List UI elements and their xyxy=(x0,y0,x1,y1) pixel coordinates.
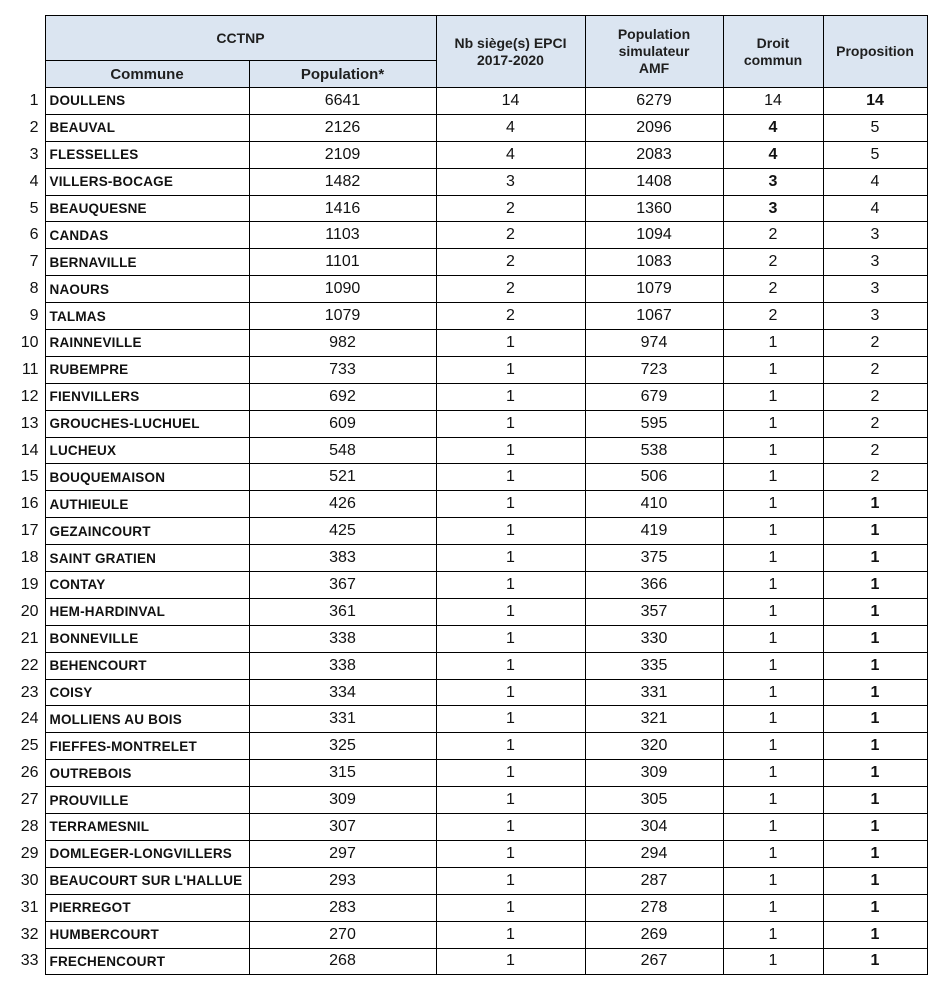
proposition-cell: 3 xyxy=(823,249,927,276)
row-index: 10 xyxy=(10,330,45,357)
commune-cell: OUTREBOIS xyxy=(45,760,249,787)
population-cell: 309 xyxy=(249,787,436,814)
table-row xyxy=(10,518,927,545)
table-row xyxy=(10,867,927,894)
sim-population-cell: 6279 xyxy=(585,88,723,115)
droit-commun-cell: 1 xyxy=(723,598,823,625)
seats-cell: 1 xyxy=(436,867,585,894)
table-row xyxy=(10,706,927,733)
proposition-cell: 1 xyxy=(823,572,927,599)
commune-cell: GROUCHES-LUCHUEL xyxy=(45,410,249,437)
seats-cell: 1 xyxy=(436,330,585,357)
commune-cell: SAINT GRATIEN xyxy=(45,545,249,572)
commune-cell: MOLLIENS AU BOIS xyxy=(45,706,249,733)
commune-cell: FRECHENCOURT xyxy=(45,948,249,975)
droit-commun-cell: 1 xyxy=(723,760,823,787)
sim-population-cell: 679 xyxy=(585,383,723,410)
row-index: 15 xyxy=(10,464,45,491)
commune-cell: COISY xyxy=(45,679,249,706)
population-cell: 270 xyxy=(249,921,436,948)
table-row xyxy=(10,894,927,921)
commune-cell: HEM-HARDINVAL xyxy=(45,598,249,625)
population-cell: 367 xyxy=(249,572,436,599)
commune-cell: LUCHEUX xyxy=(45,437,249,464)
population-cell: 334 xyxy=(249,679,436,706)
sim-header-line2: simulateur xyxy=(618,43,690,59)
droit-commun-cell: 1 xyxy=(723,356,823,383)
seats-header xyxy=(436,16,585,88)
proposition-header: Proposition xyxy=(823,16,927,88)
population-cell: 425 xyxy=(249,518,436,545)
table-row xyxy=(10,88,927,115)
commune-cell: DOULLENS xyxy=(45,88,249,115)
row-index: 30 xyxy=(10,867,45,894)
table-row xyxy=(10,464,927,491)
table-row xyxy=(10,545,927,572)
sim-population-cell: 1079 xyxy=(585,276,723,303)
droit-commun-cell: 3 xyxy=(723,168,823,195)
proposition-cell: 1 xyxy=(823,598,927,625)
table-row xyxy=(10,410,927,437)
seats-cell: 2 xyxy=(436,276,585,303)
sim-population-cell: 287 xyxy=(585,867,723,894)
sim-population-cell: 723 xyxy=(585,356,723,383)
sim-population-cell: 330 xyxy=(585,625,723,652)
proposition-cell: 4 xyxy=(823,195,927,222)
proposition-cell: 1 xyxy=(823,867,927,894)
population-cell: 1416 xyxy=(249,195,436,222)
table-row xyxy=(10,249,927,276)
droit-commun-cell: 2 xyxy=(723,249,823,276)
row-index: 17 xyxy=(10,518,45,545)
table-row xyxy=(10,679,927,706)
seats-cell: 2 xyxy=(436,222,585,249)
droit-commun-cell: 1 xyxy=(723,814,823,841)
proposition-cell: 1 xyxy=(823,814,927,841)
row-index: 32 xyxy=(10,921,45,948)
seats-cell: 1 xyxy=(436,760,585,787)
proposition-cell: 1 xyxy=(823,625,927,652)
proposition-cell: 2 xyxy=(823,464,927,491)
sim-population-cell: 1360 xyxy=(585,195,723,222)
seats-header-line1: Nb siège(s) EPCI xyxy=(454,34,567,51)
seats-cell: 1 xyxy=(436,518,585,545)
commune-cell: BEAUQUESNE xyxy=(45,195,249,222)
population-cell: 325 xyxy=(249,733,436,760)
table-row xyxy=(10,222,927,249)
table-row xyxy=(10,330,927,357)
droit-commun-cell: 2 xyxy=(723,276,823,303)
proposition-cell: 1 xyxy=(823,706,927,733)
table-row xyxy=(10,814,927,841)
sim-population-cell: 2083 xyxy=(585,141,723,168)
row-index: 24 xyxy=(10,706,45,733)
row-index: 18 xyxy=(10,545,45,572)
table-body xyxy=(10,88,927,975)
population-cell: 297 xyxy=(249,840,436,867)
commune-cell: VILLERS-BOCAGE xyxy=(45,168,249,195)
proposition-cell: 1 xyxy=(823,518,927,545)
droit-commun-cell: 1 xyxy=(723,464,823,491)
table-row xyxy=(10,195,927,222)
seats-cell: 1 xyxy=(436,921,585,948)
sim-population-cell: 335 xyxy=(585,652,723,679)
proposition-cell: 1 xyxy=(823,894,927,921)
droit-header-line2: commun xyxy=(743,51,803,68)
commune-cell: DOMLEGER-LONGVILLERS xyxy=(45,840,249,867)
population-cell: 1482 xyxy=(249,168,436,195)
index-header-blank xyxy=(10,16,45,88)
table-row xyxy=(10,141,927,168)
population-cell: 1103 xyxy=(249,222,436,249)
row-index: 25 xyxy=(10,733,45,760)
population-cell: 982 xyxy=(249,330,436,357)
proposition-cell: 2 xyxy=(823,330,927,357)
proposition-cell: 1 xyxy=(823,840,927,867)
commune-cell: RAINNEVILLE xyxy=(45,330,249,357)
row-index: 23 xyxy=(10,679,45,706)
table-row xyxy=(10,303,927,330)
population-cell: 609 xyxy=(249,410,436,437)
commune-cell: PIERREGOT xyxy=(45,894,249,921)
table-row xyxy=(10,921,927,948)
seats-cell: 1 xyxy=(436,706,585,733)
row-index: 20 xyxy=(10,598,45,625)
sim-population-cell: 320 xyxy=(585,733,723,760)
row-index: 16 xyxy=(10,491,45,518)
sim-population-cell: 375 xyxy=(585,545,723,572)
seats-cell: 2 xyxy=(436,195,585,222)
seats-cell: 1 xyxy=(436,545,585,572)
row-index: 28 xyxy=(10,814,45,841)
droit-commun-cell: 1 xyxy=(723,706,823,733)
population-cell: 268 xyxy=(249,948,436,975)
table-row xyxy=(10,356,927,383)
proposition-cell: 1 xyxy=(823,921,927,948)
sim-population-cell: 294 xyxy=(585,840,723,867)
population-cell: 338 xyxy=(249,652,436,679)
table-row xyxy=(10,383,927,410)
commune-cell: CONTAY xyxy=(45,572,249,599)
table-row xyxy=(10,948,927,975)
sim-population-cell: 331 xyxy=(585,679,723,706)
commune-cell: FIEFFES-MONTRELET xyxy=(45,733,249,760)
table-row xyxy=(10,733,927,760)
group-title: CCTNP xyxy=(45,16,436,61)
population-cell: 293 xyxy=(249,867,436,894)
sim-population-cell: 366 xyxy=(585,572,723,599)
commune-cell: AUTHIEULE xyxy=(45,491,249,518)
sim-population-cell: 1408 xyxy=(585,168,723,195)
commune-cell: FLESSELLES xyxy=(45,141,249,168)
population-cell: 2126 xyxy=(249,114,436,141)
proposition-cell: 5 xyxy=(823,114,927,141)
droit-commun-cell: 2 xyxy=(723,303,823,330)
sim-population-cell: 278 xyxy=(585,894,723,921)
droit-commun-cell: 1 xyxy=(723,733,823,760)
population-cell: 521 xyxy=(249,464,436,491)
droit-commun-cell: 1 xyxy=(723,894,823,921)
seats-cell: 1 xyxy=(436,598,585,625)
seats-cell: 4 xyxy=(436,114,585,141)
sim-population-cell: 305 xyxy=(585,787,723,814)
table-row xyxy=(10,652,927,679)
population-cell: 361 xyxy=(249,598,436,625)
table-row xyxy=(10,168,927,195)
row-index: 29 xyxy=(10,840,45,867)
population-cell: 315 xyxy=(249,760,436,787)
table-row xyxy=(10,572,927,599)
sim-population-cell: 2096 xyxy=(585,114,723,141)
row-index: 19 xyxy=(10,572,45,599)
population-cell: 338 xyxy=(249,625,436,652)
sim-population-cell: 267 xyxy=(585,948,723,975)
seats-cell: 1 xyxy=(436,894,585,921)
seats-table xyxy=(10,15,928,975)
table-wrapper xyxy=(10,15,928,975)
seats-cell: 1 xyxy=(436,383,585,410)
row-index: 7 xyxy=(10,249,45,276)
row-index: 9 xyxy=(10,303,45,330)
commune-cell: GEZAINCOURT xyxy=(45,518,249,545)
seats-cell: 1 xyxy=(436,679,585,706)
sim-population-cell: 410 xyxy=(585,491,723,518)
commune-cell: PROUVILLE xyxy=(45,787,249,814)
seats-cell: 1 xyxy=(436,787,585,814)
sim-population-cell: 1067 xyxy=(585,303,723,330)
seats-cell: 1 xyxy=(436,625,585,652)
droit-commun-cell: 1 xyxy=(723,437,823,464)
population-cell: 331 xyxy=(249,706,436,733)
droit-commun-cell: 14 xyxy=(723,88,823,115)
row-index: 6 xyxy=(10,222,45,249)
sim-header-line1: Population xyxy=(617,26,691,42)
row-index: 1 xyxy=(10,88,45,115)
commune-cell: BOUQUEMAISON xyxy=(45,464,249,491)
proposition-cell: 1 xyxy=(823,491,927,518)
table-row xyxy=(10,491,927,518)
commune-cell: TERRAMESNIL xyxy=(45,814,249,841)
droit-commun-cell: 1 xyxy=(723,679,823,706)
population-cell: 733 xyxy=(249,356,436,383)
droit-commun-cell: 4 xyxy=(723,114,823,141)
table-row xyxy=(10,760,927,787)
commune-cell: BEHENCOURT xyxy=(45,652,249,679)
table-row xyxy=(10,114,927,141)
commune-header: Commune xyxy=(45,61,249,88)
commune-cell: NAOURS xyxy=(45,276,249,303)
proposition-cell: 2 xyxy=(823,410,927,437)
seats-cell: 1 xyxy=(436,410,585,437)
proposition-cell: 5 xyxy=(823,141,927,168)
droit-commun-cell: 1 xyxy=(723,330,823,357)
population-header: Population* xyxy=(249,61,436,88)
table-row xyxy=(10,787,927,814)
population-cell: 426 xyxy=(249,491,436,518)
commune-cell: FIENVILLERS xyxy=(45,383,249,410)
row-index: 26 xyxy=(10,760,45,787)
proposition-cell: 14 xyxy=(823,88,927,115)
droit-commun-cell: 1 xyxy=(723,545,823,572)
seats-cell: 1 xyxy=(436,814,585,841)
droit-commun-cell: 1 xyxy=(723,491,823,518)
population-cell: 1090 xyxy=(249,276,436,303)
droit-commun-cell: 3 xyxy=(723,195,823,222)
sim-population-cell: 321 xyxy=(585,706,723,733)
proposition-cell: 1 xyxy=(823,679,927,706)
row-index: 12 xyxy=(10,383,45,410)
sim-population-cell: 595 xyxy=(585,410,723,437)
proposition-cell: 1 xyxy=(823,948,927,975)
row-index: 22 xyxy=(10,652,45,679)
population-cell: 383 xyxy=(249,545,436,572)
droit-commun-cell: 1 xyxy=(723,867,823,894)
population-cell: 6641 xyxy=(249,88,436,115)
seats-cell: 1 xyxy=(436,572,585,599)
sim-population-cell: 1083 xyxy=(585,249,723,276)
table-row xyxy=(10,276,927,303)
row-index: 14 xyxy=(10,437,45,464)
table-row xyxy=(10,437,927,464)
proposition-cell: 1 xyxy=(823,787,927,814)
commune-cell: CANDAS xyxy=(45,222,249,249)
proposition-cell: 1 xyxy=(823,652,927,679)
commune-cell: TALMAS xyxy=(45,303,249,330)
seats-cell: 1 xyxy=(436,437,585,464)
seats-cell: 1 xyxy=(436,733,585,760)
row-index: 2 xyxy=(10,114,45,141)
proposition-cell: 2 xyxy=(823,356,927,383)
row-index: 8 xyxy=(10,276,45,303)
sim-population-cell: 506 xyxy=(585,464,723,491)
row-index: 31 xyxy=(10,894,45,921)
sim-header xyxy=(585,16,723,88)
seats-cell: 1 xyxy=(436,948,585,975)
population-cell: 692 xyxy=(249,383,436,410)
seats-cell: 1 xyxy=(436,491,585,518)
commune-cell: BONNEVILLE xyxy=(45,625,249,652)
sim-population-cell: 269 xyxy=(585,921,723,948)
droit-commun-cell: 1 xyxy=(723,921,823,948)
row-index: 21 xyxy=(10,625,45,652)
proposition-cell: 1 xyxy=(823,760,927,787)
commune-cell: HUMBERCOURT xyxy=(45,921,249,948)
proposition-cell: 2 xyxy=(823,383,927,410)
sim-population-cell: 1094 xyxy=(585,222,723,249)
population-cell: 307 xyxy=(249,814,436,841)
commune-cell: BERNAVILLE xyxy=(45,249,249,276)
proposition-cell: 3 xyxy=(823,222,927,249)
droit-commun-cell: 1 xyxy=(723,787,823,814)
droit-commun-cell: 1 xyxy=(723,652,823,679)
population-cell: 2109 xyxy=(249,141,436,168)
droit-commun-cell: 1 xyxy=(723,410,823,437)
sim-population-cell: 309 xyxy=(585,760,723,787)
sim-population-cell: 357 xyxy=(585,598,723,625)
population-cell: 1101 xyxy=(249,249,436,276)
row-index: 4 xyxy=(10,168,45,195)
sim-population-cell: 974 xyxy=(585,330,723,357)
table-row xyxy=(10,625,927,652)
droit-commun-cell: 1 xyxy=(723,948,823,975)
proposition-cell: 1 xyxy=(823,733,927,760)
row-index: 11 xyxy=(10,356,45,383)
table-row xyxy=(10,840,927,867)
seats-cell: 2 xyxy=(436,303,585,330)
proposition-cell: 4 xyxy=(823,168,927,195)
population-cell: 1079 xyxy=(249,303,436,330)
commune-cell: RUBEMPRE xyxy=(45,356,249,383)
proposition-cell: 1 xyxy=(823,545,927,572)
row-index: 13 xyxy=(10,410,45,437)
droit-commun-cell: 1 xyxy=(723,625,823,652)
table-row xyxy=(10,598,927,625)
population-cell: 283 xyxy=(249,894,436,921)
seats-cell: 1 xyxy=(436,652,585,679)
row-index: 5 xyxy=(10,195,45,222)
droit-commun-cell: 1 xyxy=(723,572,823,599)
row-index: 3 xyxy=(10,141,45,168)
proposition-cell: 3 xyxy=(823,303,927,330)
proposition-cell: 3 xyxy=(823,276,927,303)
seats-cell: 2 xyxy=(436,249,585,276)
commune-cell: BEAUVAL xyxy=(45,114,249,141)
seats-cell: 3 xyxy=(436,168,585,195)
seats-cell: 1 xyxy=(436,356,585,383)
sim-header-line3: AMF xyxy=(638,60,670,76)
sim-population-cell: 538 xyxy=(585,437,723,464)
seats-cell: 1 xyxy=(436,840,585,867)
droit-commun-cell: 1 xyxy=(723,840,823,867)
row-index: 27 xyxy=(10,787,45,814)
seats-cell: 4 xyxy=(436,141,585,168)
sim-population-cell: 304 xyxy=(585,814,723,841)
droit-commun-cell: 2 xyxy=(723,222,823,249)
seats-header-line2: 2017-2020 xyxy=(477,51,544,68)
commune-cell: BEAUCOURT SUR L'HALLUE xyxy=(45,867,249,894)
droit-commun-cell: 1 xyxy=(723,518,823,545)
droit-header xyxy=(723,16,823,88)
seats-cell: 1 xyxy=(436,464,585,491)
sim-population-cell: 419 xyxy=(585,518,723,545)
proposition-cell: 2 xyxy=(823,437,927,464)
droit-commun-cell: 1 xyxy=(723,383,823,410)
droit-header-line1: Droit xyxy=(756,34,790,51)
population-cell: 548 xyxy=(249,437,436,464)
droit-commun-cell: 4 xyxy=(723,141,823,168)
row-index: 33 xyxy=(10,948,45,975)
seats-cell: 14 xyxy=(436,88,585,115)
